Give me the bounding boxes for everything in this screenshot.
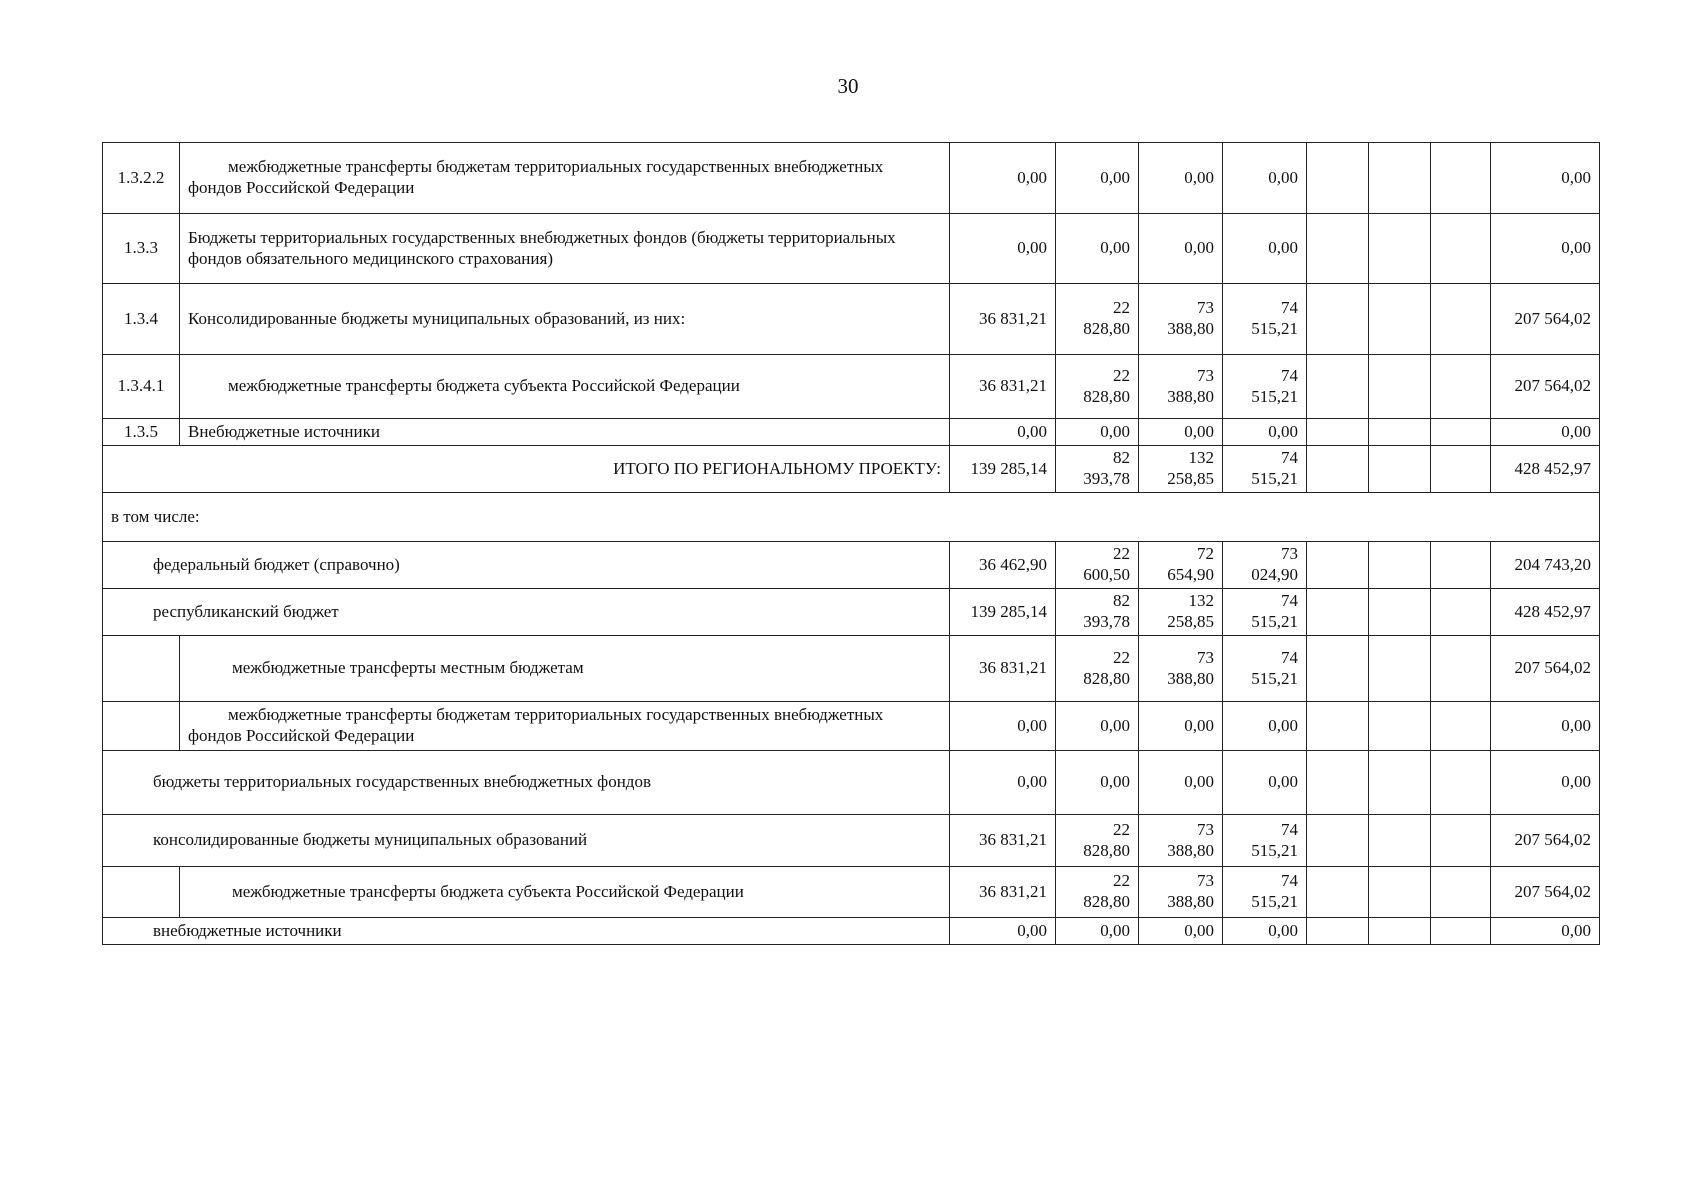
row-code: 1.3.5 <box>103 419 180 446</box>
empty-cell <box>1307 589 1369 636</box>
empty-cell <box>1369 589 1431 636</box>
value-cell: 0,00 <box>1223 751 1307 815</box>
value-cell: 0,00 <box>1056 214 1139 284</box>
value-cell: 36 462,90 <box>950 542 1056 589</box>
value-cell: 74 515,21 <box>1223 636 1307 702</box>
empty-cell <box>1369 636 1431 702</box>
value-cell: 0,00 <box>1223 419 1307 446</box>
empty-cell <box>1369 214 1431 284</box>
row-name: Внебюджетные источники <box>180 419 950 446</box>
table-row <box>103 419 1600 446</box>
total-cell: 207 564,02 <box>1491 815 1600 867</box>
row-name: Консолидированные бюджеты муниципальных образований, из них: <box>180 284 950 355</box>
empty-cell <box>1431 542 1491 589</box>
value-cell: 36 831,21 <box>950 815 1056 867</box>
value-cell: 74 515,21 <box>1223 867 1307 918</box>
row-name: межбюджетные трансферты бюджетам территориальных государственных внебюджетных фондов Российской Федерации <box>180 702 950 751</box>
empty-cell <box>1369 918 1431 945</box>
empty-cell <box>1431 419 1491 446</box>
value-cell: 139 285,14 <box>950 589 1056 636</box>
empty-cell <box>1369 419 1431 446</box>
value-cell: 22 828,80 <box>1056 284 1139 355</box>
empty-cell <box>1369 542 1431 589</box>
total-cell: 0,00 <box>1491 918 1600 945</box>
total-cell: 0,00 <box>1491 143 1600 214</box>
empty-cell <box>1431 143 1491 214</box>
value-cell: 74 515,21 <box>1223 355 1307 419</box>
table-row <box>103 636 1600 702</box>
value-cell: 74 515,21 <box>1223 284 1307 355</box>
empty-cell <box>1431 446 1491 493</box>
total-cell: 207 564,02 <box>1491 284 1600 355</box>
empty-cell <box>1307 284 1369 355</box>
total-cell: 0,00 <box>1491 419 1600 446</box>
empty-cell <box>1307 815 1369 867</box>
empty-cell <box>1307 918 1369 945</box>
value-cell: 0,00 <box>1139 419 1223 446</box>
value-cell: 0,00 <box>950 143 1056 214</box>
section-label: в том числе: <box>103 493 1600 542</box>
total-cell: 428 452,97 <box>1491 446 1600 493</box>
row-code: 1.3.2.2 <box>103 143 180 214</box>
value-cell: 74 515,21 <box>1223 446 1307 493</box>
row-name: межбюджетные трансферты бюджетам территориальных государственных внебюджетных фондов Российской Федерации <box>180 143 950 214</box>
value-cell: 0,00 <box>950 751 1056 815</box>
empty-cell <box>1307 355 1369 419</box>
empty-cell <box>1307 867 1369 918</box>
empty-cell <box>1431 636 1491 702</box>
value-cell: 0,00 <box>1139 702 1223 751</box>
budget-table <box>102 142 1600 945</box>
empty-cell <box>1431 355 1491 419</box>
value-cell: 73 388,80 <box>1139 284 1223 355</box>
empty-cell <box>1307 143 1369 214</box>
empty-cell <box>103 867 180 918</box>
value-cell: 36 831,21 <box>950 636 1056 702</box>
empty-cell <box>103 636 180 702</box>
empty-cell <box>1431 214 1491 284</box>
table-row <box>103 702 1600 751</box>
empty-cell <box>1307 542 1369 589</box>
total-cell: 207 564,02 <box>1491 867 1600 918</box>
row-name: бюджеты территориальных государственных внебюджетных фондов <box>103 751 950 815</box>
total-cell: 207 564,02 <box>1491 636 1600 702</box>
empty-cell <box>1431 867 1491 918</box>
table-row <box>103 542 1600 589</box>
empty-cell <box>1369 751 1431 815</box>
value-cell: 36 831,21 <box>950 355 1056 419</box>
empty-cell <box>1369 446 1431 493</box>
empty-cell <box>1307 751 1369 815</box>
value-cell: 0,00 <box>1223 214 1307 284</box>
value-cell: 0,00 <box>1223 143 1307 214</box>
empty-cell <box>1431 589 1491 636</box>
empty-cell <box>1431 815 1491 867</box>
empty-cell <box>1369 143 1431 214</box>
empty-cell <box>1307 702 1369 751</box>
row-code: 1.3.4.1 <box>103 355 180 419</box>
total-cell: 207 564,02 <box>1491 355 1600 419</box>
empty-cell <box>1369 284 1431 355</box>
row-name: межбюджетные трансферты бюджета субъекта Российской Федерации <box>180 355 950 419</box>
value-cell: 0,00 <box>1056 702 1139 751</box>
row-name: Бюджеты территориальных государственных внебюджетных фондов (бюджеты территориальных фондов обязательного медицинского страхования) <box>180 214 950 284</box>
value-cell: 132 258,85 <box>1139 589 1223 636</box>
value-cell: 0,00 <box>950 702 1056 751</box>
total-row <box>103 446 1600 493</box>
value-cell: 74 515,21 <box>1223 815 1307 867</box>
total-label: ИТОГО ПО РЕГИОНАЛЬНОМУ ПРОЕКТУ: <box>103 446 950 493</box>
value-cell: 22 828,80 <box>1056 355 1139 419</box>
row-code: 1.3.3 <box>103 214 180 284</box>
total-cell: 0,00 <box>1491 702 1600 751</box>
value-cell: 0,00 <box>1223 918 1307 945</box>
row-name: межбюджетные трансферты местным бюджетам <box>180 636 950 702</box>
table-row <box>103 214 1600 284</box>
empty-cell <box>103 702 180 751</box>
row-name: внебюджетные источники <box>103 918 950 945</box>
value-cell: 73 388,80 <box>1139 636 1223 702</box>
value-cell: 139 285,14 <box>950 446 1056 493</box>
total-cell: 204 743,20 <box>1491 542 1600 589</box>
table-row <box>103 751 1600 815</box>
table-row <box>103 815 1600 867</box>
value-cell: 74 515,21 <box>1223 589 1307 636</box>
empty-cell <box>1307 636 1369 702</box>
row-code: 1.3.4 <box>103 284 180 355</box>
value-cell: 0,00 <box>950 214 1056 284</box>
value-cell: 73 024,90 <box>1223 542 1307 589</box>
page-number: 30 <box>837 74 859 98</box>
value-cell: 36 831,21 <box>950 867 1056 918</box>
value-cell: 132 258,85 <box>1139 446 1223 493</box>
empty-cell <box>1431 702 1491 751</box>
empty-cell <box>1307 446 1369 493</box>
value-cell: 0,00 <box>1056 751 1139 815</box>
table-row <box>103 284 1600 355</box>
row-name: федеральный бюджет (справочно) <box>103 542 950 589</box>
value-cell: 0,00 <box>1056 419 1139 446</box>
value-cell: 0,00 <box>950 918 1056 945</box>
empty-cell <box>1369 355 1431 419</box>
table-row <box>103 589 1600 636</box>
value-cell: 73 388,80 <box>1139 867 1223 918</box>
table-row <box>103 918 1600 945</box>
total-cell: 428 452,97 <box>1491 589 1600 636</box>
value-cell: 36 831,21 <box>950 284 1056 355</box>
empty-cell <box>1369 815 1431 867</box>
total-cell: 0,00 <box>1491 214 1600 284</box>
section-row <box>103 493 1600 542</box>
value-cell: 0,00 <box>1223 702 1307 751</box>
value-cell: 73 388,80 <box>1139 355 1223 419</box>
value-cell: 73 388,80 <box>1139 815 1223 867</box>
value-cell: 0,00 <box>1139 143 1223 214</box>
empty-cell <box>1431 918 1491 945</box>
row-name: консолидированные бюджеты муниципальных образований <box>103 815 950 867</box>
row-name: межбюджетные трансферты бюджета субъекта Российской Федерации <box>180 867 950 918</box>
value-cell: 0,00 <box>950 419 1056 446</box>
total-cell: 0,00 <box>1491 751 1600 815</box>
value-cell: 72 654,90 <box>1139 542 1223 589</box>
value-cell: 0,00 <box>1056 143 1139 214</box>
table-row <box>103 355 1600 419</box>
value-cell: 0,00 <box>1139 214 1223 284</box>
value-cell: 22 828,80 <box>1056 636 1139 702</box>
row-name: республиканский бюджет <box>103 589 950 636</box>
value-cell: 82 393,78 <box>1056 589 1139 636</box>
value-cell: 22 828,80 <box>1056 867 1139 918</box>
empty-cell <box>1431 751 1491 815</box>
value-cell: 0,00 <box>1139 751 1223 815</box>
value-cell: 0,00 <box>1139 918 1223 945</box>
empty-cell <box>1369 702 1431 751</box>
value-cell: 22 828,80 <box>1056 815 1139 867</box>
table-row <box>103 143 1600 214</box>
table-row <box>103 867 1600 918</box>
value-cell: 0,00 <box>1056 918 1139 945</box>
value-cell: 22 600,50 <box>1056 542 1139 589</box>
empty-cell <box>1307 419 1369 446</box>
empty-cell <box>1369 867 1431 918</box>
empty-cell <box>1431 284 1491 355</box>
value-cell: 82 393,78 <box>1056 446 1139 493</box>
empty-cell <box>1307 214 1369 284</box>
